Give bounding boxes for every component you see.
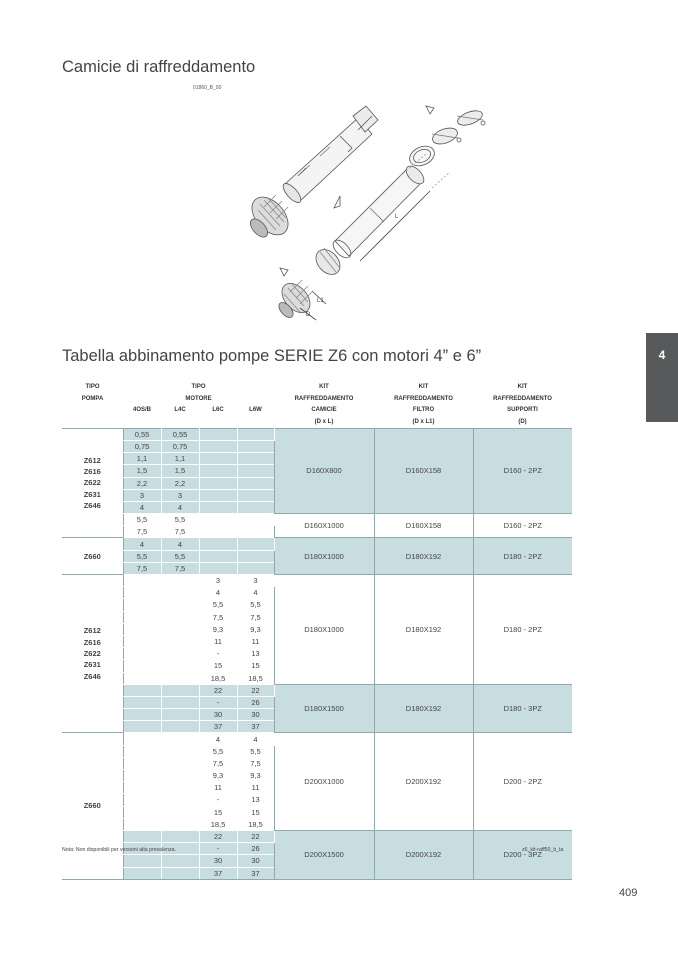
motor-power-cell: 9,3 [199,770,237,782]
motor-power-cell: 4 [123,501,161,513]
table-code: z6_kit-raff50_b_ta [522,847,564,853]
header-motore-1: TIPO [191,383,206,390]
motor-power-cell [161,696,199,708]
kit-filtro-cell: D180X192 [374,684,473,733]
motor-power-cell: 9,3 [199,623,237,635]
motor-power-cell: 4 [237,587,274,599]
motor-power-cell [123,587,161,599]
motor-power-cell: 7,5 [123,562,161,574]
motor-power-cell: 7,5 [161,562,199,574]
motor-power-cell [123,867,161,879]
motor-power-cell [123,818,161,830]
motor-power-cell [123,575,161,587]
motor-power-cell [237,465,274,477]
kit-filtro-cell: D180X192 [374,575,473,685]
motor-power-cell [199,428,237,440]
motor-power-cell: 0,55 [161,428,199,440]
header-camicie-1: KIT [319,383,329,390]
kit-supporti-cell: D200 - 3PZ [473,830,572,879]
motor-power-cell: 5,5 [123,514,161,526]
jacket-upper [280,106,378,205]
label-l: L [395,214,399,220]
motor-power-cell: 0,75 [161,440,199,452]
header-motor-col: L4C [174,407,186,414]
motor-power-cell [199,489,237,501]
motor-power-cell: 5,5 [161,514,199,526]
motor-power-cell: 11 [237,782,274,794]
pump-types: Z612 Z616 Z622 Z631 Z646 [62,428,123,538]
motor-power-cell: 4 [199,587,237,599]
motor-power-cell [237,501,274,513]
motor-power-cell [123,794,161,806]
motor-power-cell: - [199,648,237,660]
motor-power-cell [199,477,237,489]
table-row [62,684,572,696]
header-motore-2: MOTORE [185,395,212,402]
header-filtro-2: RAFFREDDAMENTO [394,395,453,402]
motor-power-cell [237,562,274,574]
kit-camicie-cell: D180X1000 [274,575,374,685]
label-d: D [306,312,311,318]
pump-motor-table [62,381,572,880]
label-l1: L1 [317,298,324,304]
motor-power-cell: 9,3 [237,623,274,635]
motor-power-cell: 2,2 [123,477,161,489]
motor-power-cell [161,672,199,684]
motor-power-cell: 11 [199,635,237,647]
drawing-code: 01860_B_00 [193,85,222,91]
motor-power-cell [123,599,161,611]
table-row [62,538,572,550]
motor-power-cell [237,440,274,452]
motor-power-cell [123,830,161,842]
header-supporti-3: SUPPORTI [507,407,538,414]
motor-power-cell [237,550,274,562]
motor-power-cell: 7,5 [199,611,237,623]
motor-power-cell [161,830,199,842]
motor-power-cell: 0,55 [123,428,161,440]
motor-power-cell: 37 [237,721,274,733]
motor-power-cell [123,623,161,635]
motor-power-cell [123,757,161,769]
motor-power-cell: 30 [199,855,237,867]
pump-types: Z612 Z616 Z622 Z631 Z646 [62,575,123,733]
jacket-lower [330,154,450,261]
kit-filtro-cell: D200X192 [374,733,473,831]
motor-power-cell: 1,5 [123,465,161,477]
header-pompa-1: TIPO [85,383,100,390]
motor-power-cell: 22 [199,830,237,842]
kit-camicie-cell: D180X1000 [274,538,374,575]
motor-power-cell [199,550,237,562]
motor-power-cell [161,660,199,672]
footnote: Nota: Non disponibili per versioni alta prevalenza. [62,847,176,853]
motor-power-cell: 5,5 [237,599,274,611]
motor-power-cell [161,709,199,721]
motor-power-cell [237,428,274,440]
motor-power-cell [123,806,161,818]
motor-power-cell [237,477,274,489]
motor-power-cell [237,453,274,465]
motor-power-cell [237,526,274,538]
motor-power-cell [161,648,199,660]
motor-power-cell: 5,5 [237,745,274,757]
motor-power-cell: 30 [237,855,274,867]
motor-power-cell [123,855,161,867]
motor-power-cell [237,489,274,501]
motor-power-cell: 1,5 [161,465,199,477]
motor-power-cell [237,538,274,550]
motor-power-cell [161,623,199,635]
motor-power-cell [199,538,237,550]
motor-power-cell: 11 [237,635,274,647]
table-row [62,575,572,587]
motor-power-cell: 18,5 [237,672,274,684]
motor-power-cell: 15 [199,660,237,672]
motor-power-cell: 7,5 [199,757,237,769]
motor-power-cell [123,696,161,708]
motor-power-cell: 15 [237,806,274,818]
motor-power-cell [161,806,199,818]
motor-power-cell: 3 [237,575,274,587]
header-filtro-3: FILTRO [412,407,435,414]
motor-power-cell [161,867,199,879]
motor-power-cell: 26 [237,843,274,855]
kit-supporti-cell: D200 - 2PZ [473,733,572,831]
header-motor-col: L6C [212,407,224,414]
table-row [62,514,572,526]
motor-power-cell: 3 [161,489,199,501]
motor-power-cell: 37 [199,721,237,733]
motor-power-cell [123,745,161,757]
kit-supporti-cell: D180 - 3PZ [473,684,572,733]
motor-power-cell: 30 [237,709,274,721]
motor-power-cell [123,648,161,660]
motor-power-cell [161,855,199,867]
kit-supporti-cell: D160 - 2PZ [473,514,572,538]
motor-power-cell [123,782,161,794]
motor-power-cell [199,453,237,465]
motor-power-cell: 7,5 [237,757,274,769]
table-row [62,428,572,440]
motor-power-cell: 26 [237,696,274,708]
motor-power-cell [199,514,237,526]
page-title: Camicie di raffreddamento [62,58,256,76]
motor-power-cell [123,672,161,684]
motor-power-cell: 15 [199,806,237,818]
table-row [62,830,572,842]
header-supporti-2: RAFFREDDAMENTO [493,395,552,402]
motor-power-cell [161,575,199,587]
motor-power-cell: 3 [123,489,161,501]
motor-power-cell [123,733,161,745]
motor-power-cell [199,440,237,452]
kit-filtro-cell: D180X192 [374,538,473,575]
motor-power-cell [161,611,199,623]
motor-power-cell: 7,5 [237,611,274,623]
header-pompa-2: POMPA [81,395,104,402]
motor-power-cell [161,684,199,696]
table-row [62,733,572,745]
header-supporti-4: (D) [518,418,527,425]
motor-power-cell: 2,2 [161,477,199,489]
kit-supporti-cell: D180 - 2PZ [473,575,572,685]
header-filtro-1: KIT [418,383,429,390]
header-camicie-4: (D x L) [314,418,334,425]
motor-power-cell: 30 [199,709,237,721]
kit-camicie-cell: D160X1000 [274,514,374,538]
motor-power-cell [199,526,237,538]
header-filtro-4: (D x L1) [412,418,435,425]
motor-power-cell: 0,75 [123,440,161,452]
motor-power-cell: 4 [161,501,199,513]
motor-power-cell: 4 [161,538,199,550]
motor-power-cell: 5,5 [161,550,199,562]
motor-power-cell: 7,5 [161,526,199,538]
motor-power-cell [199,501,237,513]
motor-power-cell: 18,5 [199,672,237,684]
cooling-jacket-drawing [240,96,500,326]
motor-power-cell [161,770,199,782]
motor-power-cell: 15 [237,660,274,672]
motor-power-cell [161,599,199,611]
kit-camicie-cell: D160X800 [274,428,374,513]
strainer-lower [276,268,326,320]
motor-power-cell: - [199,696,237,708]
motor-power-cell [123,770,161,782]
kit-camicie-cell: D200X1500 [274,830,374,879]
motor-power-cell: 9,3 [237,770,274,782]
motor-power-cell [123,684,161,696]
motor-power-cell: 13 [237,648,274,660]
kit-filtro-cell: D160X158 [374,428,473,513]
page-number: 409 [619,887,638,899]
motor-power-cell [123,660,161,672]
motor-power-cell [161,745,199,757]
section-tab: 4 [646,333,678,422]
motor-power-cell [123,721,161,733]
header-motor-col: L6W [249,407,262,414]
kit-supporti-cell: D160 - 2PZ [473,428,572,513]
motor-power-cell: 18,5 [199,818,237,830]
motor-power-cell [161,635,199,647]
header-camicie-2: RAFFREDDAMENTO [294,395,354,402]
motor-power-cell: 4 [123,538,161,550]
motor-power-cell [161,794,199,806]
motor-power-cell [123,709,161,721]
motor-power-cell: 22 [237,684,274,696]
motor-power-cell: 13 [237,794,274,806]
pump-types: Z660 [62,538,123,575]
motor-power-cell: 22 [237,830,274,842]
motor-power-cell [161,782,199,794]
motor-power-cell [123,635,161,647]
pump-types: Z660 [62,733,123,879]
motor-power-cell [161,721,199,733]
motor-power-cell [237,514,274,526]
motor-power-cell: 1,1 [161,453,199,465]
header-camicie-3: CAMICIE [311,407,337,414]
motor-power-cell: 37 [199,867,237,879]
kit-supporti-cell: D180 - 2PZ [473,538,572,575]
motor-power-cell: 7,5 [123,526,161,538]
motor-power-cell [161,757,199,769]
motor-power-cell: 5,5 [123,550,161,562]
strainer-upper [245,190,295,241]
motor-power-cell [199,465,237,477]
motor-power-cell [161,733,199,745]
motor-power-cell: - [199,794,237,806]
motor-power-cell [123,611,161,623]
table-title: Tabella abbinamento pompe SERIE Z6 con motori 4” e 6” [62,347,482,365]
centering-ring [311,245,345,279]
motor-power-cell: 5,5 [199,745,237,757]
kit-camicie-cell: D200X1000 [274,733,374,831]
motor-power-cell: 4 [237,733,274,745]
kit-filtro-cell: D200X192 [374,830,473,879]
motor-power-cell: 18,5 [237,818,274,830]
header-supporti-1: KIT [517,383,528,390]
motor-power-cell: 37 [237,867,274,879]
motor-power-cell [161,818,199,830]
motor-power-cell: 3 [199,575,237,587]
motor-power-cell [161,587,199,599]
motor-power-cell: 4 [199,733,237,745]
motor-power-cell: 22 [199,684,237,696]
motor-power-cell: 5,5 [199,599,237,611]
motor-power-cell: - [199,843,237,855]
kit-camicie-cell: D180X1500 [274,684,374,733]
kit-filtro-cell: D160X158 [374,514,473,538]
header-motor-col: 4OS/B [132,407,151,414]
motor-power-cell: 11 [199,782,237,794]
motor-power-cell [199,562,237,574]
motor-power-cell: 1,1 [123,453,161,465]
